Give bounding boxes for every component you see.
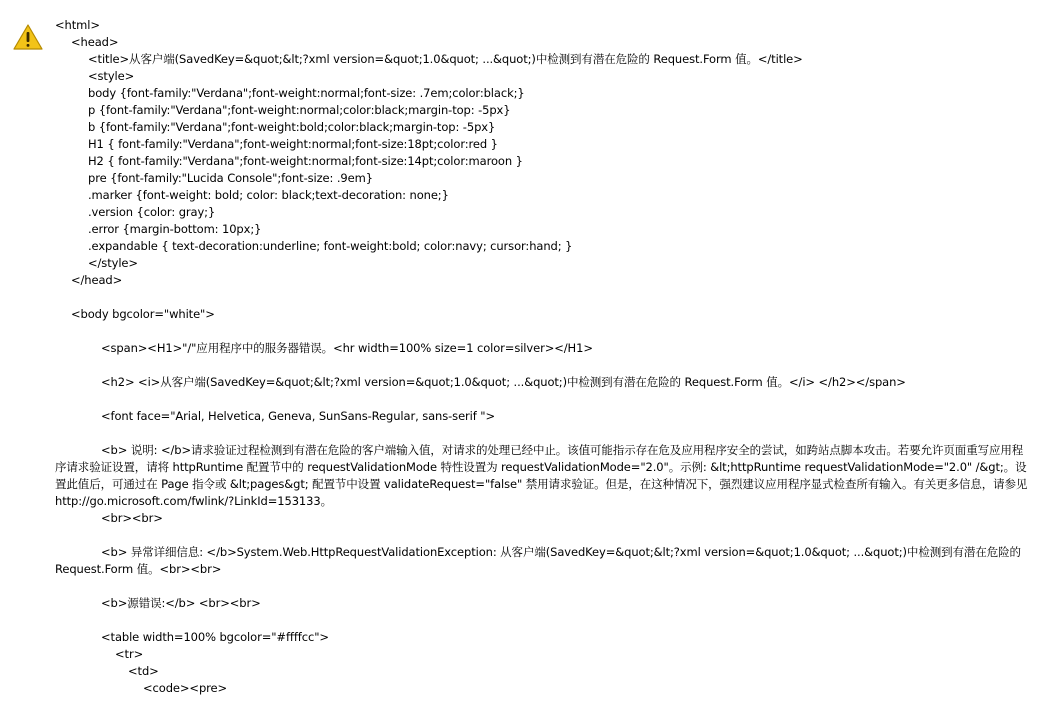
source-line: .marker {font-weight: bold; color: black;text-decoration: none;} [88, 188, 449, 202]
source-line: b {font-family:"Verdana";font-weight:bold;color:black;margin-top: -5px} [88, 120, 496, 134]
source-line: <style> [88, 69, 135, 83]
source-line: p {font-family:"Verdana";font-weight:normal;color:black;margin-top: -5px} [88, 103, 511, 117]
source-line: <font face="Arial, Helvetica, Geneva, SunSans-Regular, sans-serif "> [101, 409, 495, 423]
source-line: H1 { font-family:"Verdana";font-weight:normal;font-size:18pt;color:red } [88, 137, 498, 151]
source-line: <h2> <i>从客户端(SavedKey=&quot;&lt;?xml version=&quot;1.0&quot; ...&quot;)中检测到有潜在危险的 Request.Form 值。</i> </h2></span> [101, 375, 906, 389]
warning-icon [13, 24, 43, 50]
source-line: <b> 说明: </b>请求验证过程检测到有潜在危险的客户端输入值，对请求的处理已经中止。该值可能指示存在危及应用程序安全的尝试，如跨站点脚本攻击。若要允许页面重写应用程序请求验证设置，请将 httpRuntime 配置节中的 requestValidationMode 特性设置为 requestValidationMode="2.0"。示例: &lt;httpRuntime requestValidationMode="2.0" /&gt;。设置此值后，可通过在 Page 指令或 &lt;pages&gt; 配置节中设置 validateRequest="false" 禁用请求验证。但是，在这种情况下，强烈建议应用程序显式检查所有输入。有关更多信息，请参见 http://go.microsoft.com/fwlink/?LinkId=153133。 [55, 443, 1028, 508]
source-line: </head> [71, 273, 123, 287]
source-line: .error {margin-bottom: 10px;} [88, 222, 262, 236]
blank-line [55, 289, 1030, 306]
blank-line [55, 357, 1030, 374]
source-line: <td> [128, 664, 159, 678]
source-line: <title>从客户端(SavedKey=&quot;&lt;?xml version=&quot;1.0&quot; ...&quot;)中检测到有潜在危险的 Request.Form 值。</title> [88, 52, 803, 66]
blank-line [55, 578, 1030, 595]
source-line: <br><br> [101, 511, 163, 525]
source-line: .version {color: gray;} [88, 205, 216, 219]
source-line: body {font-family:"Verdana";font-weight:normal;font-size: .7em;color:black;} [88, 86, 525, 100]
source-line: <table width=100% bgcolor="#ffffcc"> [101, 630, 329, 644]
blank-line [55, 425, 1030, 442]
source-line: <span><H1>"/"应用程序中的服务器错误。<hr width=100% size=1 color=silver></H1> [101, 341, 593, 355]
blank-line [55, 527, 1030, 544]
source-line: <head> [71, 35, 119, 49]
source-line: .expandable { text-decoration:underline; font-weight:bold; color:navy; cursor:hand; } [88, 239, 573, 253]
source-line: <b> 异常详细信息: </b>System.Web.HttpRequestValidationException: 从客户端(SavedKey=&quot;&lt;?xml version=&quot;1.0&quot; ...&quot;)中检测到有潜在危险的 Request.Form 值。<br><br> [55, 545, 1021, 576]
source-line: <body bgcolor="white"> [71, 307, 215, 321]
blank-line [55, 323, 1030, 340]
source-line: <html> [55, 18, 100, 32]
source-line: </style> [88, 256, 138, 270]
source-line: <tr> [115, 647, 144, 661]
source-line: pre {font-family:"Lucida Console";font-size: .9em} [88, 171, 373, 185]
blank-line [55, 612, 1030, 629]
source-line: <b>源错误:</b> <br><br> [101, 596, 261, 610]
source-line: H2 { font-family:"Verdana";font-weight:normal;font-size:14pt;color:maroon } [88, 154, 523, 168]
source-line: <code><pre> [143, 681, 228, 695]
blank-line [55, 391, 1030, 408]
html-source-listing [55, 17, 1030, 697]
